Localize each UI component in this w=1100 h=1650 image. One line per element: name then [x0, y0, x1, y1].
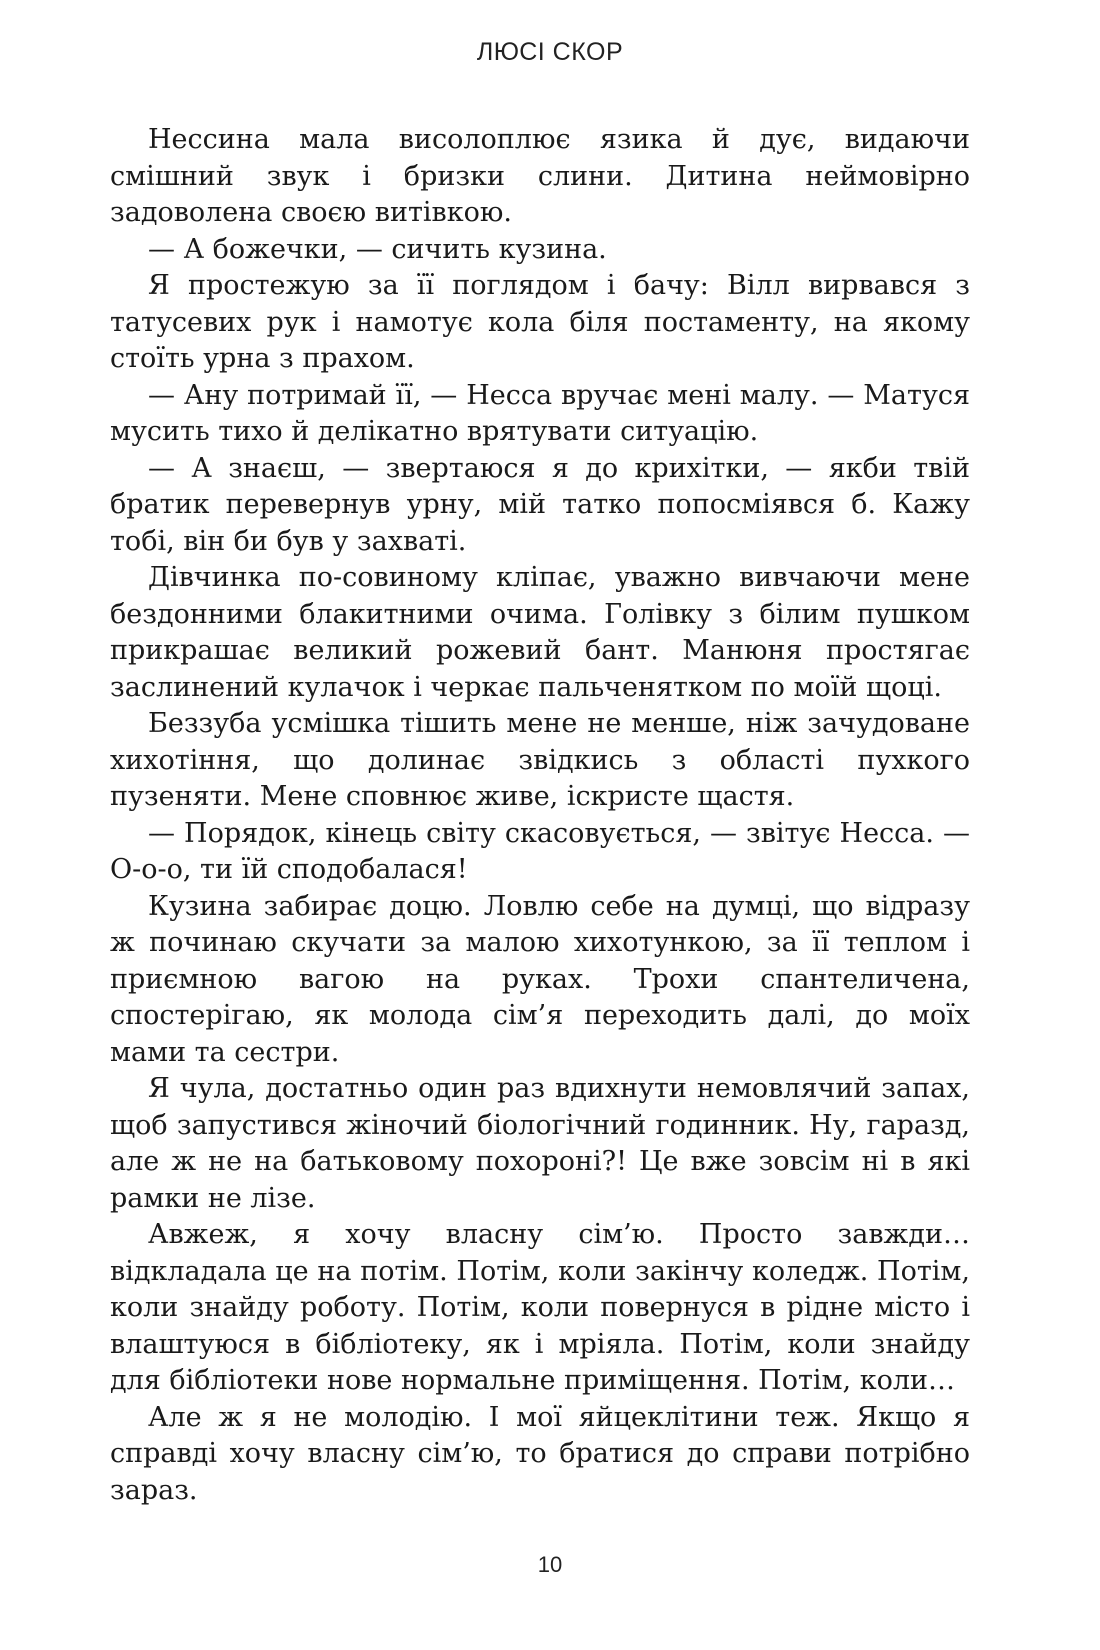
paragraph: Я чула, достатньо один раз вдихнути немовлячий запах, щоб запустився жіночий біологічний годинник. Ну, гаразд, але ж не на батьковому похороні?! Це вже зовсім ні в які рамки не лізе. [110, 1073, 970, 1214]
paragraph: — А знаєш, — звертаюся я до крихітки, — якби твій братик перевернув урну, мій татко попосміявся б. Кажу тобі, він би був у захваті. [110, 452, 970, 557]
paragraph: Я простежую за її поглядом і бачу: Вілл вирвався з татусевих рук і намотує кола біля постаменту, на якому стоїть урна з прахом. [110, 270, 970, 374]
paragraph: Беззуба усмішка тішить мене не менше, ніж зачудоване хихотіння, що долинає звідкись з області пухкого пузеняти. Мене сповнює живе, іскристе щастя. [110, 708, 970, 812]
paragraph: Кузина забирає доцю. Ловлю себе на думці, що відразу ж починаю скучати за малою хихотункою, за її теплом і приємною вагою на руках. Трохи спантеличена, спостерігаю, як молода сім’я переходить далі, до моїх мами та сестри. [110, 890, 970, 1068]
paragraph: — Порядок, кінець світу скасовується, — звітує Несса. — О-о-о, ти їй сподобалася! [110, 817, 970, 885]
paragraph: Але ж я не молодію. І мої яйцеклітини теж. Якщо я справді хочу власну сім’ю, то братися до справи потрібно зараз. [110, 1401, 970, 1506]
running-title: ЛЮСІ СКОР [476, 38, 624, 66]
paragraph: Нессина мала висолоплює язика й дує, видаючи смішний звук і бризки слини. Дитина неймовірно задоволена своєю витівкою. [110, 124, 970, 228]
paragraph: — А божечки, — сичить кузина. [148, 233, 607, 265]
paragraph: Авжеж, я хочу власну сім’ю. Просто завжди… відкладала це на потім. Потім, коли закінчу коледж. Потім, коли знайду роботу. Потім, коли повернуся в рідне місто і влаштуюся в бібліотеку, як і мріяла. Потім, коли знайду для бібліотеки нове нормальне приміщення. Потім, коли… [110, 1219, 970, 1396]
paragraph: — Ану потримай її, — Несса вручає мені малу. — Матуся мусить тихо й делікатно врятувати ситуацію. [110, 379, 970, 447]
paragraph: Дівчинка по-совиному кліпає, уважно вивчаючи мене бездонними блакитними очима. Голівку з білим пушком прикрашає великий рожевий бант. Манюня простягає заслинений кулачок і черкає пальченятком по моїй щоці. [110, 562, 970, 703]
page-number: 10 [537, 1552, 563, 1577]
body-text [110, 122, 970, 1509]
